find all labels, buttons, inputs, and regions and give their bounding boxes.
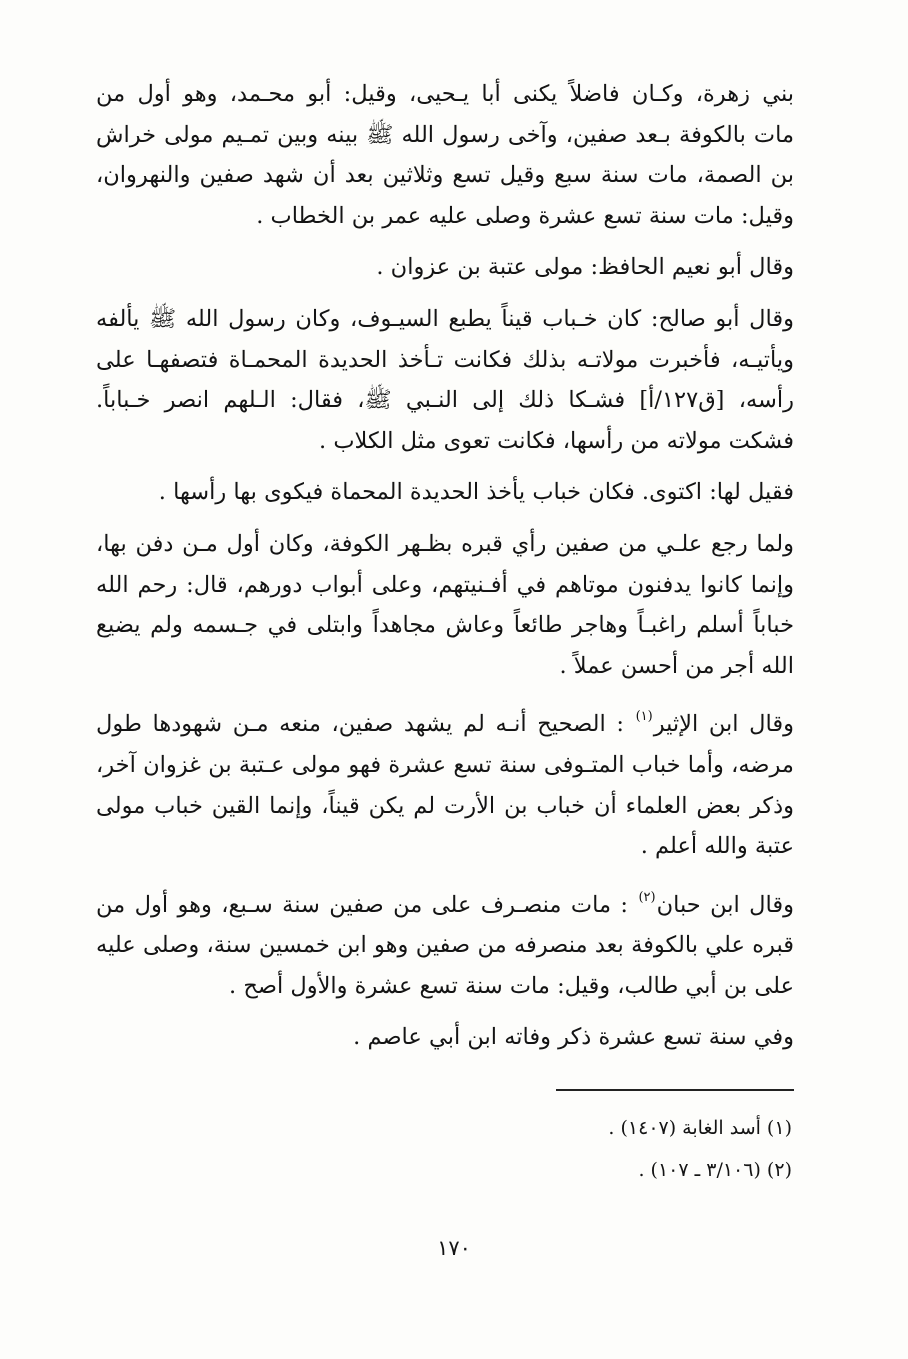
footnote-separator bbox=[556, 1089, 794, 1091]
text-line: وقال أبو نعيم الحافظ: مولى عتبة بن عزوان . bbox=[376, 254, 794, 281]
footnotes bbox=[420, 1107, 792, 1191]
text-line: ويأتيـه، فأخبرت مولاتـه بذلك فكانت تـأخذ الحديدة المحمـاة فتصفهـا على bbox=[96, 346, 794, 373]
paragraph bbox=[96, 74, 794, 236]
text-line: وإنما كانوا يدفنون موتاهم في أفـنيتهم، وعلى أبواب دورهم، قال: رحم الله bbox=[96, 571, 794, 598]
text-line bbox=[96, 697, 794, 745]
footnote-marker[interactable]: (٢) bbox=[638, 889, 656, 905]
paragraph bbox=[96, 472, 794, 513]
body-text bbox=[96, 74, 794, 1069]
footnote-item: (١) أسد الغابة (١٤٠٧) . bbox=[608, 1117, 792, 1139]
text-segment: : الصحيح أنـه لم يشهد صفين، منعه مـن شهودها طول bbox=[96, 711, 635, 738]
text-line: وذكر بعض العلماء أن خباب بن الأرت لم يكن قيناً، وإنما القين خباب مولى bbox=[96, 792, 794, 819]
text-line: وفي سنة تسع عشرة ذكر وفاته ابن أبي عاصم . bbox=[353, 1024, 794, 1051]
page-number: ١٧٠ bbox=[437, 1236, 471, 1260]
text-line: بن الصمة، مات سنة سبع وقيل تسع وثلاثين بعد أن شهد صفين والنهروان، bbox=[96, 162, 794, 189]
paragraph bbox=[96, 697, 794, 866]
paragraph bbox=[96, 299, 794, 461]
text-line: عتبة والله أعلم . bbox=[640, 833, 794, 860]
text-line: ولما رجع علـي من صفين رأي قبره بظـهر الكوفة، وكان أول مـن دفن بها، bbox=[96, 530, 794, 557]
paragraph bbox=[96, 1017, 794, 1058]
footnote-item: (٢) (٣/١٠٦ ـ ١٠٧) . bbox=[638, 1159, 792, 1181]
text-line: بني زهرة، وكـان فاضلاً يكنى أبا يـحيى، وقيل: أبو محـمد، وهو أول من bbox=[96, 81, 794, 107]
paragraph bbox=[96, 524, 794, 686]
text-line: على بن أبي طالب، وقيل: مات سنة تسع عشرة والأول أصح . bbox=[229, 972, 794, 999]
text-line: خباباً أسلم راغبـاً وهاجر طائعاً وعاش مجاهداً وابتلى في جـسمه ولم يضيع bbox=[96, 612, 794, 639]
text-line: وقيل: مات سنة تسع عشرة وصلى عليه عمر بن الخطاب . bbox=[256, 202, 794, 229]
text-line: رأسه، [ق١٢٧/أ] فشـكا ذلك إلى النـبي ﷺ، فقال: الـلهم انصر خـباباً. bbox=[96, 387, 794, 414]
text-segment: : مات منصـرف على من صفين سنة سـبع، وهو أول من bbox=[96, 891, 638, 918]
text-line: فشكت مولاته من رأسها، فكانت تعوى مثل الكلاب . bbox=[319, 427, 794, 454]
text-line: وقال أبو صالح: كان خـباب قيناً يطبع السيـوف، وكان رسول الله ﷺ يألفه bbox=[96, 305, 794, 332]
text-line: مات بالكوفة بـعد صفين، وآخى رسول الله ﷺ بينه وبين تمـيم مولى خراش bbox=[96, 121, 794, 148]
text-segment: وقال ابن الإثير bbox=[653, 711, 795, 738]
text-line: مرضه، وأما خباب المتـوفى سنة تسع عشرة فهو مولى عـتبة بن غزوان آخر، bbox=[96, 751, 794, 778]
text-line: قبره علي بالكوفة بعد منصرفه من صفين وهو ابن خمسين سنة، وصلى عليه bbox=[96, 932, 794, 959]
text-line: فقيل لها: اكتوى. فكان خباب يأخذ الحديدة المحماة فيكوى بها رأسها . bbox=[158, 479, 794, 506]
text-line: الله أجر من أحسن عملاً . bbox=[559, 652, 794, 679]
text-line bbox=[96, 878, 794, 926]
paragraph bbox=[96, 247, 794, 288]
text-segment: وقال ابن حبان bbox=[656, 891, 794, 918]
paragraph bbox=[96, 878, 794, 1007]
footnote-marker[interactable]: (١) bbox=[635, 709, 653, 725]
